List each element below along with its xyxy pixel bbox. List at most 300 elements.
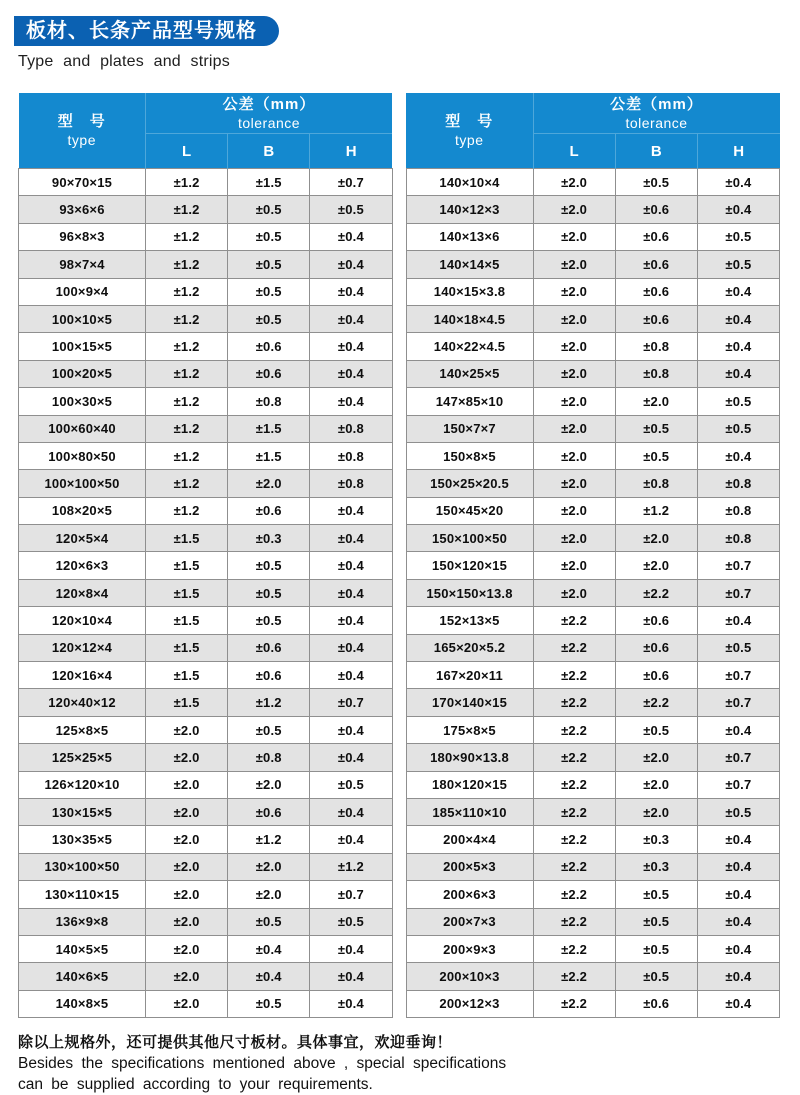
tolerance-cell: ±2.2	[533, 689, 615, 716]
table-row	[19, 607, 393, 634]
tolerance-cell: ±0.4	[697, 333, 779, 360]
tolerance-cell: ±0.4	[228, 963, 310, 990]
tolerance-cell: ±0.5	[615, 415, 697, 442]
type-cell: 140×5×5	[19, 935, 146, 962]
type-cell: 100×30×5	[19, 388, 146, 415]
tolerance-column-header	[146, 93, 393, 134]
left-table-body	[19, 169, 393, 1018]
tolerance-cell: ±0.4	[697, 826, 779, 853]
col-header-b: B	[228, 134, 310, 169]
tolerance-cell: ±0.4	[310, 497, 392, 524]
table-row	[406, 525, 780, 552]
tolerance-cell: ±0.5	[697, 415, 779, 442]
type-cell: 140×22×4.5	[406, 333, 533, 360]
tolerance-cell: ±0.4	[697, 169, 779, 196]
tolerance-cell: ±0.8	[697, 470, 779, 497]
col-header-h: H	[697, 134, 779, 169]
tolerance-cell: ±0.5	[228, 251, 310, 278]
tolerance-cell: ±0.6	[615, 990, 697, 1017]
page-title-banner	[14, 16, 279, 46]
type-label-cn: 型 号	[57, 113, 106, 130]
tolerance-cell: ±0.5	[697, 634, 779, 661]
type-cell: 140×8×5	[19, 990, 146, 1017]
col-header-l: L	[146, 134, 228, 169]
tolerance-cell: ±2.0	[533, 169, 615, 196]
tolerance-cell: ±2.2	[533, 853, 615, 880]
tolerance-cell: ±1.2	[146, 305, 228, 332]
tolerance-cell: ±2.2	[615, 689, 697, 716]
tolerance-cell: ±1.2	[146, 470, 228, 497]
type-cell: 140×12×3	[406, 196, 533, 223]
type-cell: 100×9×4	[19, 278, 146, 305]
type-cell: 150×45×20	[406, 497, 533, 524]
type-cell: 175×8×5	[406, 716, 533, 743]
table-row	[19, 470, 393, 497]
tolerance-cell: ±2.0	[146, 990, 228, 1017]
tolerance-cell: ±0.6	[228, 333, 310, 360]
table-row	[406, 908, 780, 935]
table-row	[406, 634, 780, 661]
tolerance-cell: ±1.2	[228, 689, 310, 716]
footer-note-en-2: can be supplied according to your requirements.	[18, 1076, 373, 1094]
spec-tables	[18, 93, 780, 1018]
tolerance-cell: ±2.2	[533, 881, 615, 908]
tolerance-cell: ±0.6	[228, 360, 310, 387]
type-cell: 120×5×4	[19, 525, 146, 552]
tolerance-cell: ±2.2	[533, 771, 615, 798]
table-row	[406, 607, 780, 634]
type-cell: 200×4×4	[406, 826, 533, 853]
table-row	[406, 169, 780, 196]
tolerance-cell: ±0.4	[697, 278, 779, 305]
table-row	[19, 442, 393, 469]
tolerance-cell: ±2.2	[533, 826, 615, 853]
type-cell: 100×80×50	[19, 442, 146, 469]
tolerance-cell: ±0.8	[697, 525, 779, 552]
tolerance-cell: ±2.0	[533, 388, 615, 415]
tolerance-cell: ±2.0	[146, 798, 228, 825]
tolerance-cell: ±1.5	[146, 525, 228, 552]
tolerance-cell: ±0.5	[228, 223, 310, 250]
tolerance-cell: ±0.5	[228, 579, 310, 606]
tolerance-cell: ±0.4	[310, 278, 392, 305]
tolerance-cell: ±0.7	[310, 169, 392, 196]
type-cell: 150×120×15	[406, 552, 533, 579]
tolerance-cell: ±0.4	[310, 634, 392, 661]
tolerance-cell: ±0.8	[615, 333, 697, 360]
table-row	[19, 798, 393, 825]
tolerance-cell: ±0.4	[310, 579, 392, 606]
table-row	[406, 305, 780, 332]
type-cell: 150×150×13.8	[406, 579, 533, 606]
tolerance-cell: ±0.4	[310, 716, 392, 743]
table-row	[406, 552, 780, 579]
tolerance-cell: ±0.5	[310, 908, 392, 935]
table-row	[19, 935, 393, 962]
tolerance-cell: ±2.0	[146, 771, 228, 798]
tolerance-cell: ±0.3	[615, 853, 697, 880]
type-cell: 126×120×10	[19, 771, 146, 798]
tolerance-cell: ±0.4	[310, 525, 392, 552]
tolerance-cell: ±2.0	[228, 853, 310, 880]
tolerance-cell: ±0.8	[310, 415, 392, 442]
tolerance-cell: ±2.2	[533, 963, 615, 990]
type-label-en: type	[455, 132, 484, 148]
tolerance-cell: ±2.0	[533, 497, 615, 524]
tolerance-cell: ±1.2	[146, 360, 228, 387]
table-row	[19, 853, 393, 880]
page-subtitle: Type and plates and strips	[18, 53, 230, 70]
tolerance-cell: ±2.0	[615, 552, 697, 579]
tolerance-cell: ±0.7	[697, 689, 779, 716]
tolerance-cell: ±0.6	[615, 662, 697, 689]
tolerance-cell: ±0.4	[310, 251, 392, 278]
tolerance-cell: ±0.4	[697, 881, 779, 908]
tolerance-cell: ±1.2	[146, 196, 228, 223]
right-table-header	[406, 93, 780, 169]
type-cell: 185×110×10	[406, 798, 533, 825]
type-cell: 200×10×3	[406, 963, 533, 990]
tolerance-cell: ±1.2	[146, 169, 228, 196]
tolerance-cell: ±0.4	[697, 908, 779, 935]
tolerance-cell: ±2.2	[533, 798, 615, 825]
tolerance-cell: ±0.6	[228, 634, 310, 661]
type-cell: 98×7×4	[19, 251, 146, 278]
table-row	[406, 442, 780, 469]
tolerance-cell: ±0.5	[615, 169, 697, 196]
tolerance-cell: ±0.5	[697, 223, 779, 250]
tolerance-cell: ±2.2	[533, 990, 615, 1017]
type-cell: 165×20×5.2	[406, 634, 533, 661]
table-row	[19, 689, 393, 716]
tolerance-cell: ±2.0	[146, 963, 228, 990]
tolerance-cell: ±0.8	[310, 442, 392, 469]
tolerance-cell: ±0.4	[697, 853, 779, 880]
tolerance-cell: ±2.0	[533, 470, 615, 497]
table-row	[406, 579, 780, 606]
tolerance-cell: ±0.4	[697, 196, 779, 223]
tolerance-cell: ±2.2	[533, 634, 615, 661]
table-row	[406, 935, 780, 962]
tolerance-cell: ±0.5	[697, 798, 779, 825]
tolerance-cell: ±2.0	[533, 525, 615, 552]
tolerance-cell: ±2.2	[533, 744, 615, 771]
tolerance-cell: ±1.2	[146, 388, 228, 415]
tolerance-cell: ±2.2	[533, 935, 615, 962]
type-cell: 120×8×4	[19, 579, 146, 606]
tolerance-cell: ±2.2	[533, 716, 615, 743]
right-table-body	[406, 169, 780, 1018]
tolerance-cell: ±0.5	[228, 196, 310, 223]
tolerance-cell: ±0.6	[615, 607, 697, 634]
type-cell: 140×14×5	[406, 251, 533, 278]
tolerance-cell: ±0.6	[615, 223, 697, 250]
tolerance-cell: ±0.5	[615, 881, 697, 908]
tolerance-cell: ±2.0	[533, 333, 615, 360]
tolerance-cell: ±2.0	[146, 853, 228, 880]
tolerance-cell: ±0.5	[310, 771, 392, 798]
tolerance-cell: ±2.0	[228, 881, 310, 908]
table-row	[19, 497, 393, 524]
type-cell: 130×110×15	[19, 881, 146, 908]
tolerance-cell: ±1.2	[146, 442, 228, 469]
tolerance-cell: ±1.5	[228, 442, 310, 469]
tolerance-cell: ±2.2	[533, 607, 615, 634]
page-title: 板材、长条产品型号规格	[26, 20, 257, 42]
type-cell: 150×8×5	[406, 442, 533, 469]
tolerance-cell: ±0.8	[310, 470, 392, 497]
type-cell: 140×10×4	[406, 169, 533, 196]
tolerance-cell: ±1.2	[146, 497, 228, 524]
tolerance-cell: ±0.4	[310, 305, 392, 332]
tolerance-cell: ±0.5	[615, 716, 697, 743]
tolerance-label-en: tolerance	[625, 114, 688, 131]
type-label-cn: 型 号	[445, 113, 494, 130]
table-row	[406, 360, 780, 387]
tolerance-label-en: tolerance	[237, 114, 301, 131]
type-cell: 167×20×11	[406, 662, 533, 689]
tolerance-cell: ±0.5	[228, 278, 310, 305]
tolerance-cell: ±1.5	[146, 607, 228, 634]
table-row	[19, 908, 393, 935]
tolerance-cell: ±1.5	[228, 415, 310, 442]
tolerance-cell: ±0.4	[310, 333, 392, 360]
tolerance-cell: ±0.4	[310, 223, 392, 250]
tolerance-cell: ±1.2	[146, 223, 228, 250]
type-cell: 125×25×5	[19, 744, 146, 771]
tolerance-cell: ±0.5	[310, 196, 392, 223]
tolerance-cell: ±0.5	[615, 908, 697, 935]
tolerance-cell: ±2.0	[615, 771, 697, 798]
tolerance-cell: ±2.2	[533, 662, 615, 689]
table-row	[406, 689, 780, 716]
tolerance-cell: ±0.4	[697, 607, 779, 634]
type-cell: 96×8×3	[19, 223, 146, 250]
table-row	[19, 579, 393, 606]
footer-note-cn: 除以上规格外，还可提供其他尺寸板材。具体事宜，欢迎垂询！	[18, 1034, 453, 1052]
type-column-header	[19, 93, 146, 169]
tolerance-cell: ±0.7	[697, 579, 779, 606]
table-row	[19, 169, 393, 196]
table-row	[19, 634, 393, 661]
tolerance-cell: ±0.7	[697, 771, 779, 798]
table-row	[19, 771, 393, 798]
tolerance-cell: ±1.5	[146, 689, 228, 716]
tolerance-cell: ±1.2	[146, 415, 228, 442]
tolerance-cell: ±2.0	[146, 826, 228, 853]
type-cell: 140×13×6	[406, 223, 533, 250]
tolerance-cell: ±0.4	[310, 798, 392, 825]
table-row	[406, 497, 780, 524]
tolerance-cell: ±1.2	[146, 333, 228, 360]
table-row	[19, 963, 393, 990]
tolerance-cell: ±0.5	[615, 963, 697, 990]
tolerance-cell: ±1.5	[146, 662, 228, 689]
tolerance-cell: ±0.4	[697, 716, 779, 743]
tolerance-cell: ±0.7	[310, 881, 392, 908]
tolerance-cell: ±0.4	[697, 442, 779, 469]
tolerance-cell: ±2.0	[228, 771, 310, 798]
tolerance-cell: ±0.5	[697, 388, 779, 415]
table-row	[406, 798, 780, 825]
type-cell: 100×15×5	[19, 333, 146, 360]
spec-table-right	[406, 93, 781, 1018]
tolerance-cell: ±1.2	[228, 826, 310, 853]
table-row	[19, 388, 393, 415]
tolerance-cell: ±0.6	[615, 634, 697, 661]
table-row	[19, 196, 393, 223]
tolerance-cell: ±2.0	[533, 579, 615, 606]
tolerance-cell: ±0.6	[228, 497, 310, 524]
tolerance-cell: ±0.5	[228, 552, 310, 579]
type-cell: 200×6×3	[406, 881, 533, 908]
table-row	[19, 552, 393, 579]
type-cell: 120×12×4	[19, 634, 146, 661]
table-row	[406, 251, 780, 278]
type-cell: 100×10×5	[19, 305, 146, 332]
type-cell: 120×16×4	[19, 662, 146, 689]
tolerance-cell: ±2.0	[533, 442, 615, 469]
tolerance-cell: ±0.7	[697, 662, 779, 689]
tolerance-cell: ±2.2	[615, 579, 697, 606]
table-row	[406, 716, 780, 743]
table-row	[19, 716, 393, 743]
table-row	[406, 196, 780, 223]
tolerance-cell: ±1.2	[310, 853, 392, 880]
type-cell: 120×6×3	[19, 552, 146, 579]
table-row	[19, 990, 393, 1017]
footer-note-en-1: Besides the specifications mentioned above , special specifications	[18, 1055, 507, 1073]
tolerance-cell: ±0.5	[228, 990, 310, 1017]
tolerance-cell: ±0.4	[697, 360, 779, 387]
tolerance-cell: ±0.3	[228, 525, 310, 552]
type-cell: 120×10×4	[19, 607, 146, 634]
table-row	[19, 360, 393, 387]
type-cell: 140×15×3.8	[406, 278, 533, 305]
tolerance-cell: ±0.3	[615, 826, 697, 853]
table-row	[19, 251, 393, 278]
table-row	[19, 881, 393, 908]
type-cell: 200×9×3	[406, 935, 533, 962]
left-table-header	[19, 93, 393, 169]
type-column-header	[406, 93, 533, 169]
tolerance-cell: ±0.5	[228, 908, 310, 935]
type-cell: 180×90×13.8	[406, 744, 533, 771]
table-row	[19, 305, 393, 332]
tolerance-cell: ±0.5	[228, 716, 310, 743]
tolerance-label-cn: 公差（mm）	[222, 95, 316, 113]
tolerance-cell: ±2.0	[533, 223, 615, 250]
type-cell: 125×8×5	[19, 716, 146, 743]
tolerance-cell: ±0.4	[310, 552, 392, 579]
col-header-b: B	[615, 134, 697, 169]
table-row	[406, 662, 780, 689]
tolerance-cell: ±2.0	[533, 415, 615, 442]
tolerance-cell: ±1.2	[615, 497, 697, 524]
tolerance-cell: ±0.6	[615, 305, 697, 332]
tolerance-cell: ±0.8	[697, 497, 779, 524]
type-cell: 140×18×4.5	[406, 305, 533, 332]
table-row	[19, 415, 393, 442]
tolerance-cell: ±0.6	[228, 798, 310, 825]
table-row	[19, 278, 393, 305]
type-cell: 93×6×6	[19, 196, 146, 223]
tolerance-cell: ±2.0	[615, 744, 697, 771]
tolerance-cell: ±1.2	[146, 251, 228, 278]
table-row	[19, 662, 393, 689]
type-cell: 136×9×8	[19, 908, 146, 935]
tolerance-cell: ±0.5	[228, 607, 310, 634]
type-cell: 200×5×3	[406, 853, 533, 880]
tolerance-cell: ±0.4	[228, 935, 310, 962]
type-cell: 130×35×5	[19, 826, 146, 853]
type-cell: 180×120×15	[406, 771, 533, 798]
table-row	[406, 826, 780, 853]
tolerance-cell: ±0.8	[228, 388, 310, 415]
type-cell: 100×20×5	[19, 360, 146, 387]
table-row	[406, 223, 780, 250]
type-cell: 200×12×3	[406, 990, 533, 1017]
tolerance-cell: ±0.4	[310, 990, 392, 1017]
table-row	[406, 990, 780, 1017]
type-cell: 100×100×50	[19, 470, 146, 497]
tolerance-cell: ±0.7	[310, 689, 392, 716]
col-header-l: L	[533, 134, 615, 169]
tolerance-cell: ±2.0	[533, 305, 615, 332]
table-row	[19, 223, 393, 250]
tolerance-cell: ±0.4	[697, 990, 779, 1017]
type-cell: 108×20×5	[19, 497, 146, 524]
type-cell: 150×7×7	[406, 415, 533, 442]
tolerance-cell: ±0.5	[228, 305, 310, 332]
tolerance-column-header	[533, 93, 780, 134]
tolerance-cell: ±2.0	[533, 196, 615, 223]
page	[0, 16, 800, 1095]
table-row	[406, 744, 780, 771]
tolerance-cell: ±0.5	[615, 935, 697, 962]
table-row	[19, 525, 393, 552]
tolerance-cell: ±0.8	[615, 470, 697, 497]
type-cell: 130×15×5	[19, 798, 146, 825]
tolerance-cell: ±0.4	[310, 607, 392, 634]
tolerance-cell: ±0.5	[615, 442, 697, 469]
tolerance-cell: ±0.4	[310, 744, 392, 771]
table-row	[19, 744, 393, 771]
tolerance-cell: ±0.7	[697, 552, 779, 579]
type-cell: 150×100×50	[406, 525, 533, 552]
type-cell: 90×70×15	[19, 169, 146, 196]
tolerance-cell: ±2.0	[146, 716, 228, 743]
tolerance-cell: ±2.0	[533, 251, 615, 278]
tolerance-cell: ±2.0	[146, 744, 228, 771]
tolerance-cell: ±2.0	[146, 908, 228, 935]
spec-table-left	[18, 93, 393, 1018]
tolerance-cell: ±0.4	[310, 360, 392, 387]
tolerance-label-cn: 公差（mm）	[610, 95, 703, 113]
tolerance-cell: ±0.4	[697, 963, 779, 990]
table-row	[406, 333, 780, 360]
tolerance-cell: ±0.6	[228, 662, 310, 689]
tolerance-cell: ±0.4	[697, 935, 779, 962]
table-row	[19, 333, 393, 360]
type-cell: 140×25×5	[406, 360, 533, 387]
tolerance-cell: ±2.0	[533, 552, 615, 579]
tolerance-cell: ±1.5	[146, 552, 228, 579]
tolerance-cell: ±2.0	[146, 935, 228, 962]
type-cell: 170×140×15	[406, 689, 533, 716]
type-cell: 140×6×5	[19, 963, 146, 990]
table-row	[406, 388, 780, 415]
